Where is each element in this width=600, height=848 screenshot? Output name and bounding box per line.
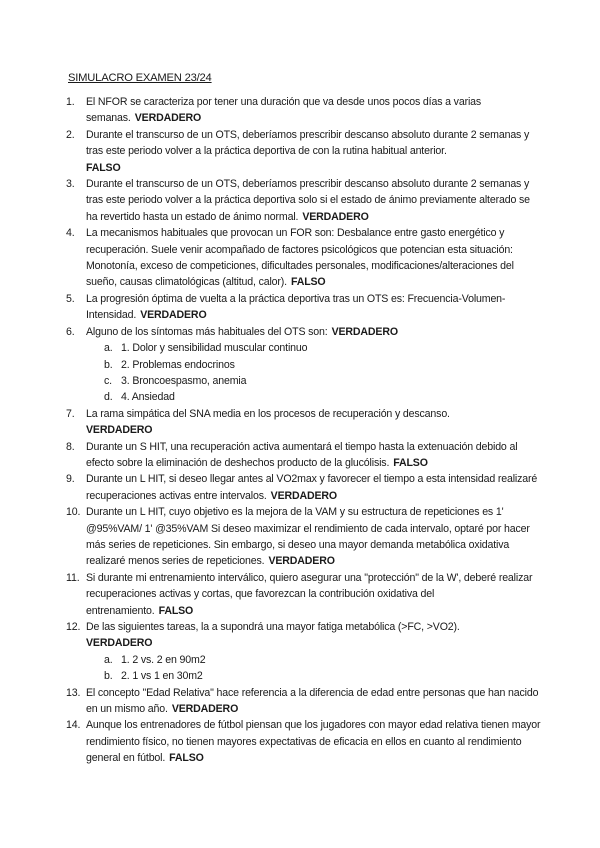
- question-answer: VERDADERO: [302, 210, 369, 223]
- question-text: El concepto "Edad Relativa" hace referencia a la diferencia de edad entre personas que han nacido en un mismo año.: [86, 686, 539, 716]
- question-answer: VERDADERO: [171, 703, 239, 716]
- question-text: El NFOR se caracteriza por tener una duración que va desde unos pocos días a varias semanas.: [86, 96, 482, 125]
- question-text: Alguno de los síntomas más habituales del OTS son:: [86, 325, 328, 338]
- option-item: [86, 340, 542, 356]
- option-text: 2. 1 vs 1 en 30m2: [121, 670, 203, 683]
- question-item: [66, 94, 542, 127]
- question-number: 6.: [66, 325, 75, 338]
- question-text: Aunque los entrenadores de fútbol piensan que los jugadores con mayor edad relativa tienen mayor rendimiento físico, no tienen mayores expectativas de eficacia en ellos en cuanto al rendimiento general en fútbol.: [86, 719, 541, 765]
- question-number: 4.: [66, 227, 75, 240]
- question-answer: VERDADERO: [270, 489, 338, 502]
- question-number: 3.: [66, 178, 75, 191]
- option-text: 1. 2 vs. 2 en 90m2: [121, 653, 206, 666]
- question-text: De las siguientes tareas, la a supondrá una mayor fatiga metabólica (>FC, >VO2).: [86, 621, 460, 633]
- question-item: [66, 225, 542, 291]
- question-item: [66, 176, 542, 225]
- question-answer: VERDADERO: [331, 325, 398, 338]
- question-answer: FALSO: [158, 604, 194, 617]
- question-number: 11.: [66, 571, 80, 584]
- question-answer: FALSO: [169, 752, 204, 765]
- question-item: [66, 406, 542, 439]
- option-text: 4. Ansiedad: [121, 391, 175, 404]
- question-text: Si durante mi entrenamiento interválico, quiero asegurar una "protección" de la W', deberé realizar recuperaciones activas y cortas, que favorezcan la contribución oxidativa del entrenamiento.: [86, 571, 533, 617]
- question-number: 9.: [66, 473, 75, 486]
- question-item: [66, 291, 542, 324]
- question-number: 10.: [66, 506, 81, 519]
- option-text: 2. Problemas endocrinos: [121, 358, 235, 371]
- option-text: 3. Broncoespasmo, anemia: [121, 374, 247, 387]
- question-answer: FALSO: [290, 276, 326, 289]
- question-number: 2.: [66, 128, 75, 141]
- question-text: Durante un S HIT, una recuperación activa aumentará el tiempo hasta la extenuación debido al efecto sobre la eliminación de deshechos producto de la glucólisis.: [86, 440, 518, 469]
- question-item: [66, 619, 542, 685]
- question-answer: VERDADERO: [86, 424, 153, 437]
- option-item: [86, 652, 542, 668]
- question-answer: FALSO: [393, 456, 428, 469]
- option-item: [86, 357, 542, 373]
- question-list: [66, 94, 542, 767]
- question-number: 5.: [66, 292, 75, 305]
- option-letter: a.: [104, 653, 113, 666]
- option-text: 1. Dolor y sensibilidad muscular continuo: [121, 342, 308, 355]
- question-answer: VERDADERO: [140, 309, 207, 322]
- question-item: [66, 685, 542, 718]
- question-item: [66, 570, 542, 619]
- question-text: Durante el transcurso de un OTS, deberíamos prescribir descanso absoluto durante 2 semanas y tras este periodo volver a la práctica deportiva de con la rutina habitual anterior.: [86, 128, 530, 158]
- question-text: Durante un L HIT, cuyo objetivo es la mejora de la VAM y su estructura de repeticiones es 1' @95%VAM/ 1' @35%VAM Si deseo maximizar el rendimiento de cada intervalo, optaré por hacer más series de repeticiones. Sin embargo, si deseo una mayor demanda metabólica oxidativa realizaré menos series de repeticiones.: [86, 506, 530, 568]
- option-letter: b.: [104, 670, 113, 683]
- option-list: [86, 652, 542, 685]
- question-item: [66, 504, 542, 570]
- question-answer: VERDADERO: [86, 637, 153, 650]
- option-letter: d.: [104, 391, 113, 404]
- option-item: [86, 373, 542, 389]
- question-number: 7.: [66, 407, 75, 420]
- question-answer: FALSO: [86, 161, 121, 174]
- option-item: [86, 668, 542, 684]
- question-number: 13.: [66, 686, 81, 699]
- question-number: 1.: [66, 96, 75, 108]
- option-letter: c.: [104, 374, 112, 387]
- question-answer: VERDADERO: [268, 555, 335, 568]
- question-text: Durante el transcurso de un OTS, deberíamos prescribir descanso absoluto durante 2 semanas y tras este periodo volver a la práctica deportiva solo si el estado de ánimo previamente alterado se ha revertido hasta un estado de ánimo normal.: [86, 178, 530, 223]
- question-number: 8.: [66, 440, 75, 453]
- option-item: [86, 389, 542, 405]
- question-item: [66, 324, 542, 406]
- question-number: 14.: [66, 719, 81, 732]
- question-item: [66, 439, 542, 472]
- question-text: Durante un L HIT, si deseo llegar antes al VO2max y favorecer el tiempo a esta intensidad realizaré recuperaciones activas entre intervalos.: [86, 473, 538, 502]
- question-item: [66, 717, 542, 766]
- question-item: [66, 471, 542, 504]
- question-text: La mecanismos habituales que provocan un FOR son: Desbalance entre gasto energético y recuperación. Suele venir acompañado de factores psicológicos que potencian esta situación: Monotonía, exceso de competiciones, dificultades personales, modificaciones/alteraciones del sueño, causas climatológicas (altitud, calor).: [86, 227, 514, 289]
- question-text: La progresión óptima de vuelta a la práctica deportiva tras un OTS es: Frecuencia-Volumen-Intensidad.: [86, 292, 506, 322]
- page-title: SIMULACRO EXAMEN 23/24: [68, 72, 212, 84]
- question-item: [66, 127, 542, 176]
- option-list: [86, 340, 542, 406]
- option-letter: a.: [104, 342, 113, 355]
- question-number: 12.: [66, 621, 81, 633]
- question-answer: VERDADERO: [134, 112, 202, 125]
- option-letter: b.: [104, 358, 113, 371]
- question-text: La rama simpática del SNA media en los procesos de recuperación y descanso.: [86, 407, 450, 420]
